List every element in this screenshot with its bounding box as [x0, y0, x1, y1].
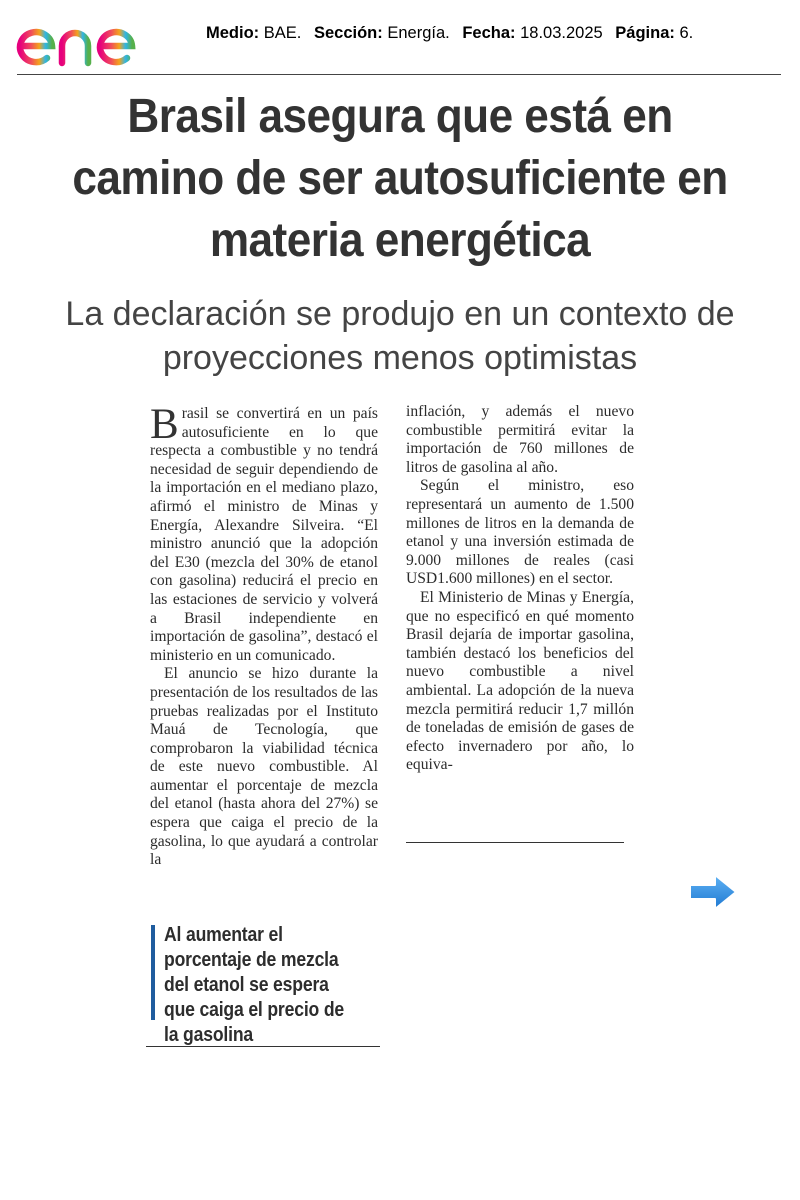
- publication-meta: [206, 24, 693, 43]
- fecha-value: 18.03.2025: [520, 24, 603, 42]
- article-headline: Brasil asegura que está en camino de ser autosuficiente en materia energética: [72, 90, 728, 267]
- arrow-right-icon[interactable]: [687, 872, 739, 912]
- pagina-label: Página:: [615, 24, 675, 42]
- article-column-1: [150, 401, 378, 870]
- pull-quote: Al aumentar el porcentaje de mezcla del etanol se espera que caiga el precio de la gasolina: [164, 924, 345, 1046]
- paragraph-text: rasil se convertirá en un país autosuficiente en lo que respecta a combustible y no tendrá necesidad de seguir dependiendo de la importación en el mediano plazo, afirmó el ministro de Minas y Energía, Alexandre Silveira. “El ministro anunció que la adopción del E30 (mezcla del 30% de etanol con gasolina) reducirá el precio en las estaciones de servicio y volverá a Brasil independiente en importación de gasolina”, destacó el ministerio en un comunicado.: [150, 405, 378, 664]
- medio-label: Medio:: [206, 24, 260, 42]
- column-end-rule: [406, 842, 624, 843]
- pull-quote-bar: [151, 925, 155, 1020]
- fecha-label: Fecha:: [462, 24, 516, 42]
- paragraph: El Ministerio de Minas y Energía, que no especificó en qué momento Brasil dejaría de importar gasolina, también destacó los beneficios del nuevo combustible a nivel ambiental. La adopción de la nueva mezcla permitirá reducir 1,7 millón de toneladas de emisión de gases de efecto invernadero por año, lo equiva-: [406, 588, 634, 774]
- paragraph: El anuncio se hizo durante la presentación de los resultados de las pruebas realizadas por el Instituto Mauá de Tecnología, que comprobaron la viabilidad técnica de este nuevo combustible. Al aumentar el porcentaje de mezcla del etanol (hasta ahora del 27%) se espera que caiga el precio de la gasolina, lo que ayudará a controlar la: [150, 665, 378, 869]
- seccion-value: Energía.: [387, 24, 450, 42]
- paragraph: [150, 401, 378, 665]
- column-end-rule: [146, 1046, 380, 1047]
- enel-logo: [16, 8, 176, 70]
- paragraph: Según el ministro, eso representará un aumento de 1.500 millones de litros en la demanda de etanol y una inversión estimada de 9.000 millones de reales (casi USD1.600 millones) en el sector.: [406, 477, 634, 588]
- paragraph: inflación, y además el nuevo combustible permitirá evitar la importación de 760 millones de litros de gasolina al año.: [406, 403, 634, 476]
- header-divider: [17, 74, 781, 75]
- article-subheadline: La declaración se produjo en un contexto de proyecciones menos optimistas: [65, 295, 735, 377]
- article-column-2: [406, 403, 634, 775]
- pagina-value: 6.: [679, 24, 694, 42]
- drop-cap: B: [150, 401, 179, 448]
- seccion-label: Sección:: [313, 24, 383, 42]
- medio-value: BAE.: [263, 24, 302, 42]
